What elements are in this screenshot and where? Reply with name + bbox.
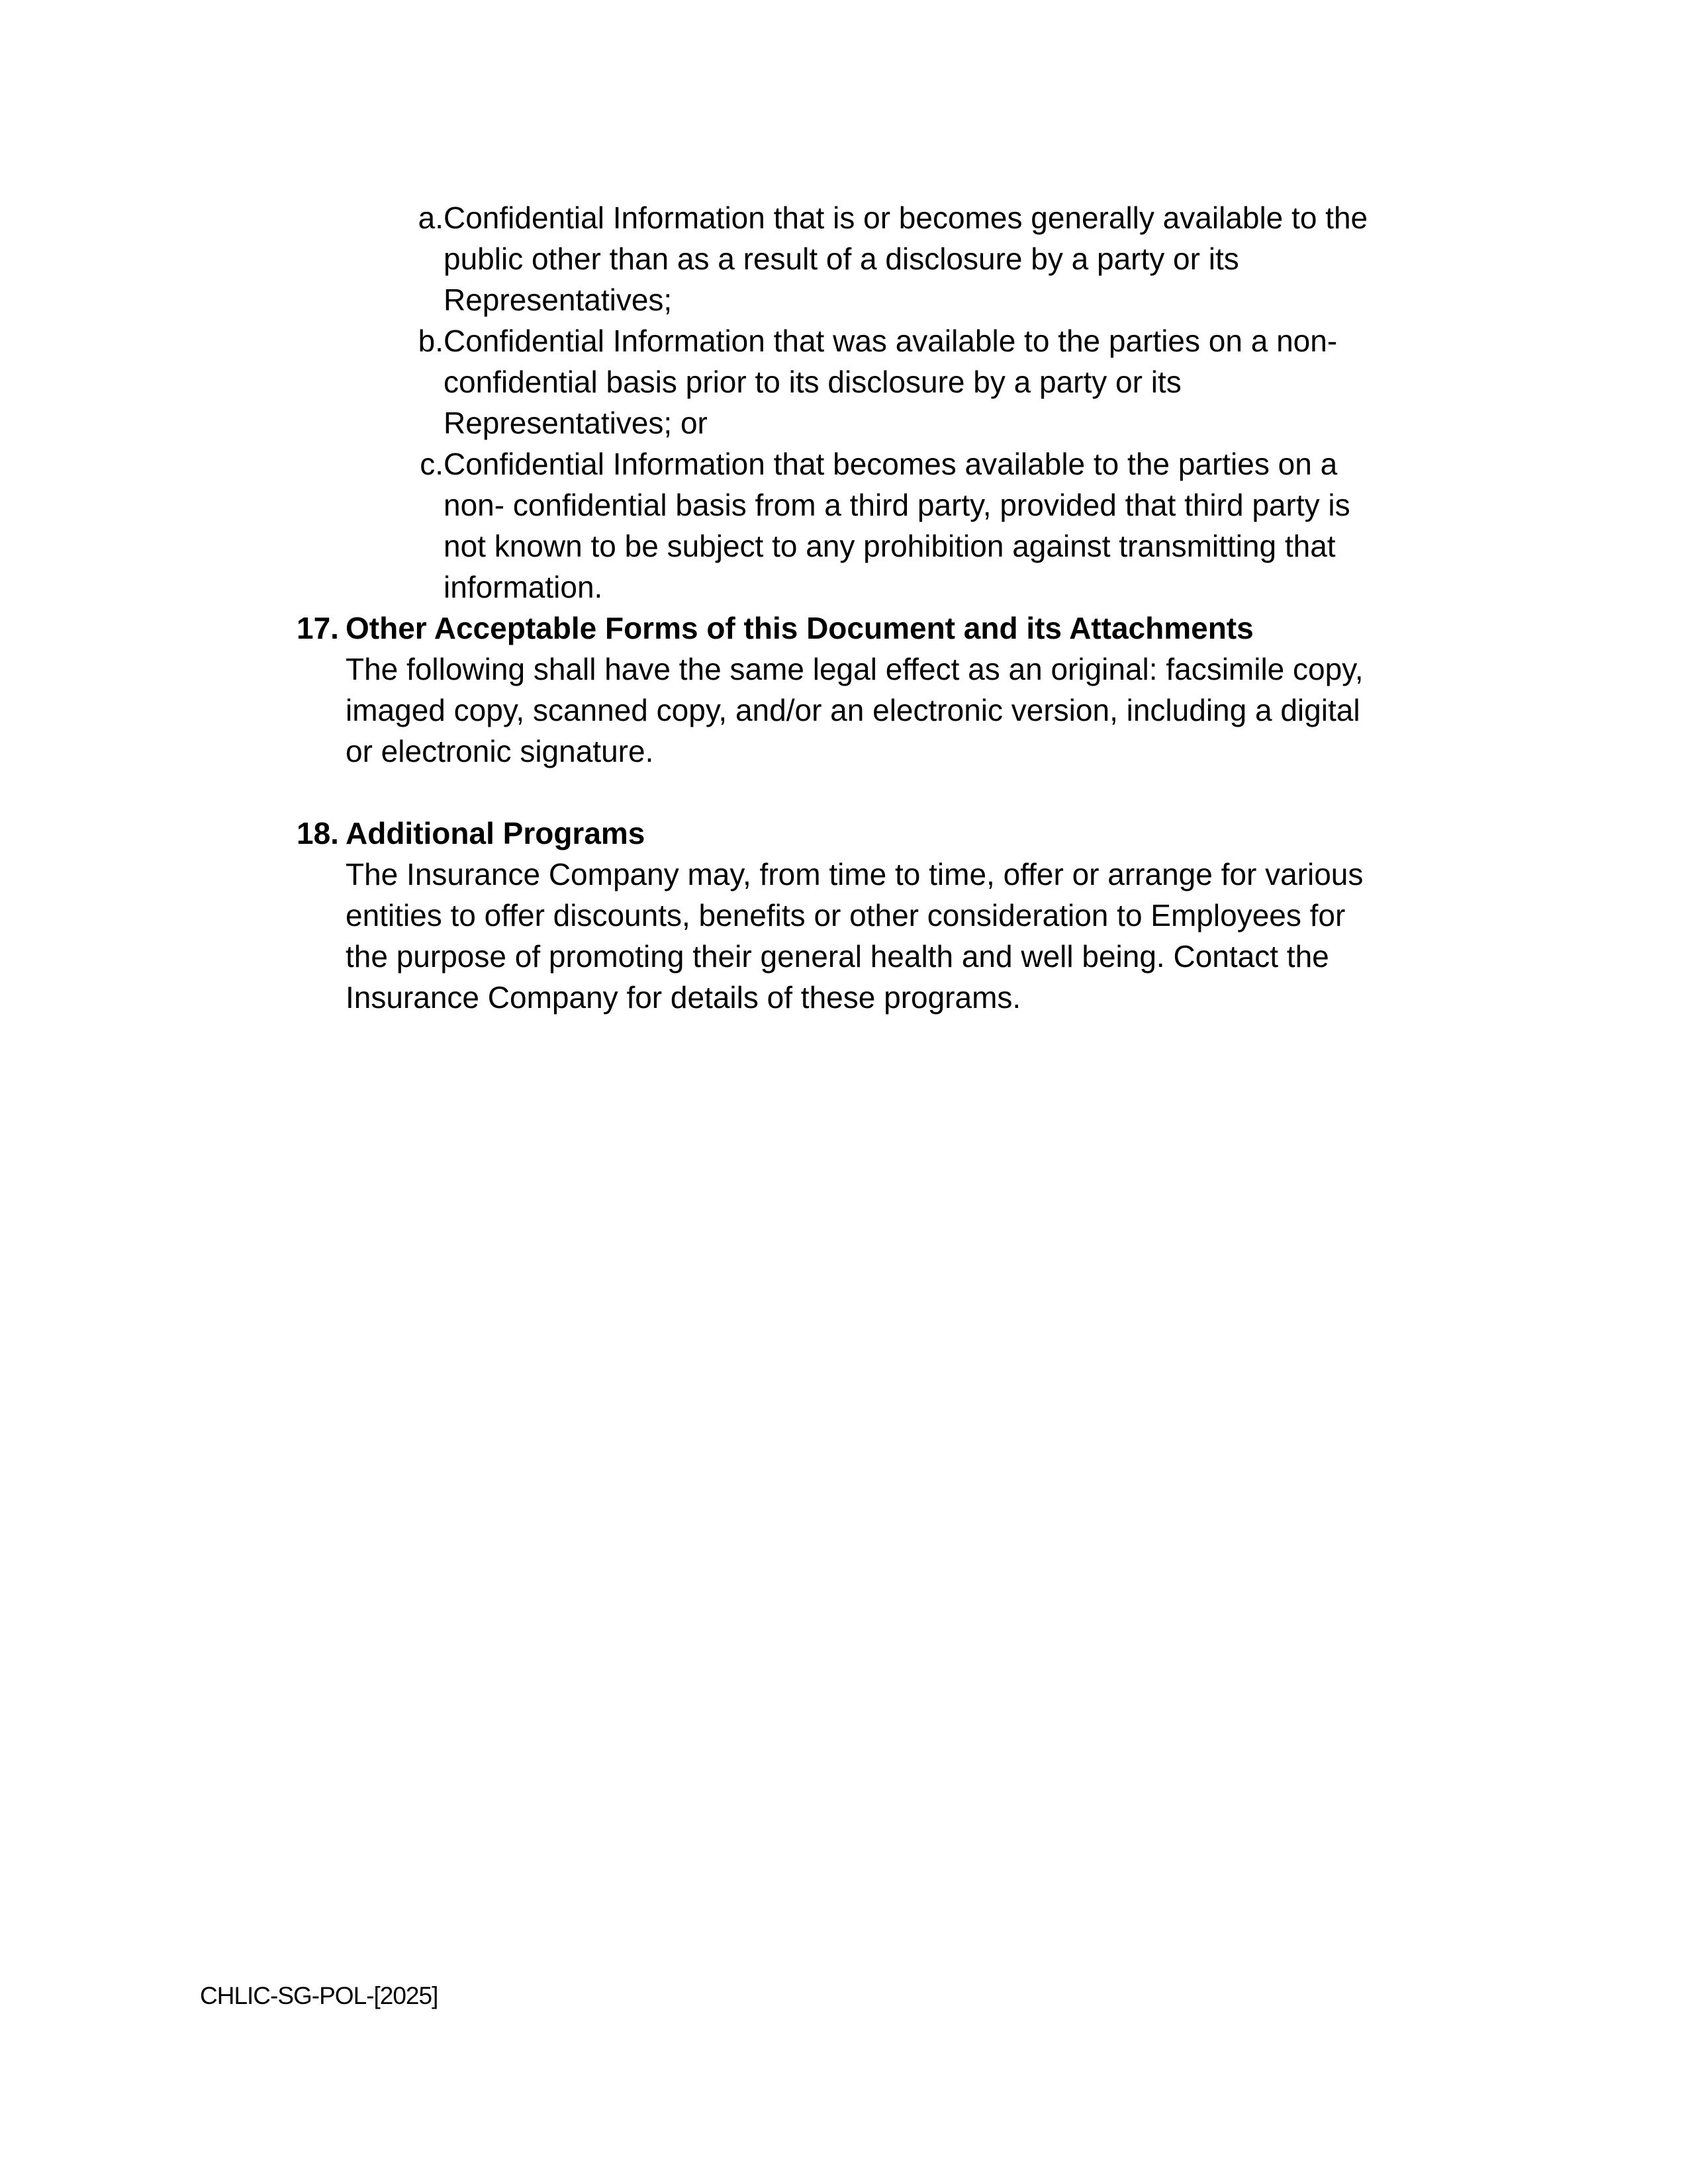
text-line: Representatives; or: [444, 406, 708, 440]
section-heading: Additional Programs: [346, 816, 645, 850]
list-item-text: [444, 197, 1480, 320]
text-line: confidential basis prior to its disclosure by a party or its: [444, 365, 1182, 399]
section-body: [346, 649, 1484, 772]
text-line: or electronic signature.: [346, 734, 654, 768]
section-number: 17.: [297, 611, 339, 645]
text-line: not known to be subject to any prohibition against transmitting that: [444, 529, 1336, 563]
text-line: entities to offer discounts, benefits or other consideration to Employees for: [346, 898, 1346, 933]
section-heading: Other Acceptable Forms of this Document and its Attachments: [346, 611, 1254, 645]
text-line: the purpose of promoting their general health and well being. Contact the: [346, 939, 1329, 974]
text-line: imaged copy, scanned copy, and/or an electronic version, including a digital: [346, 693, 1360, 727]
text-line: The following shall have the same legal effect as an original: facsimile copy,: [346, 652, 1364, 686]
text-line: Confidential Information that becomes available to the parties on a: [444, 447, 1338, 481]
text-line: information.: [444, 570, 603, 604]
text-line: Confidential Information that is or becomes generally available to the: [444, 201, 1368, 235]
footer-form-number: CHLIC-SG-POL-[2025]: [200, 1982, 438, 2009]
text-line: non- confidential basis from a third party, provided that third party is: [444, 488, 1350, 522]
list-item-text: [444, 320, 1480, 443]
text-line: Representatives;: [444, 283, 673, 317]
section-body: [346, 854, 1484, 1018]
text-line: The Insurance Company may, from time to time, offer or arrange for various: [346, 857, 1364, 891]
text-line: Insurance Company for details of these programs.: [346, 980, 1021, 1015]
section-number: 18.: [297, 816, 339, 850]
text-line: public other than as a result of a disclosure by a party or its: [444, 242, 1239, 276]
list-item-text: [444, 443, 1480, 608]
list-marker: c.: [420, 447, 444, 481]
list-marker: b.: [418, 324, 444, 358]
list-marker: a.: [418, 201, 444, 235]
text-line: Confidential Information that was available to the parties on a non-: [444, 324, 1338, 358]
